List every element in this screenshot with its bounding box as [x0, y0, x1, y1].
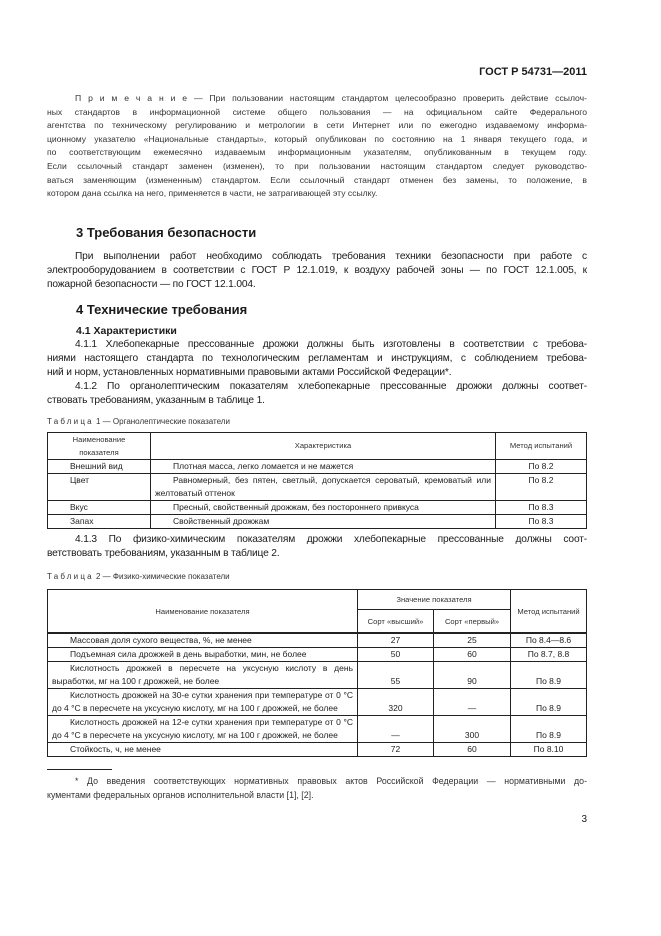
- column-header: Наименование показателя: [48, 432, 151, 459]
- text-line: При выполнении работ необходимо соблюдать требования техники безопасности при работе с: [75, 250, 587, 262]
- cell: Вкус: [48, 500, 151, 514]
- cell: Плотная масса, легко ломается и не мажется: [151, 459, 496, 473]
- cell: Цвет: [48, 473, 151, 500]
- cell: Массовая доля сухого вещества, %, не менее: [48, 633, 358, 648]
- column-header-group: Значение показателя: [358, 589, 511, 609]
- cell: 25: [434, 633, 511, 648]
- table-row: [48, 662, 587, 689]
- text-line: ветствовать требованиям, указанным в таблице 2.: [47, 547, 280, 559]
- caption-label: Таблица: [47, 571, 94, 581]
- cell: Подъемная сила дрожжей в день выработки, мин, не более: [48, 648, 358, 662]
- footnote: [47, 775, 587, 802]
- section-3-paragraph: [47, 250, 587, 292]
- subsection-4-1-heading: 4.1 Характеристики: [76, 324, 177, 337]
- table-row: [48, 633, 587, 648]
- paragraph-4-1-2: [47, 380, 587, 408]
- table-2-caption: [47, 571, 587, 583]
- cell: Внешний вид: [48, 459, 151, 473]
- cell: Стойкость, ч, не менее: [48, 743, 358, 757]
- column-header: Метод испытаний: [496, 432, 587, 459]
- text-line: 4.1.2 По органолептическим показателям хлебопекарные прессованные дрожжи должны соответ-: [75, 380, 587, 392]
- cell: —: [358, 716, 434, 743]
- cell: По 8.2: [496, 459, 587, 473]
- cell: По 8.9: [511, 662, 587, 689]
- text-line: ниями настоящего стандарта по технологическим регламентам и инструкциям, с соблюдением требова-: [47, 352, 587, 364]
- cell: Кислотность дрожжей на 12-е сутки хранения при температуре от 0 °С до 4 °С в пересчете на уксусную кислоту, мг на 100 г дрожжей, не более: [48, 716, 358, 743]
- cell: По 8.9: [511, 689, 587, 716]
- text-line: ных стандартов в информационной системе общего пользования — на официальном сайте Федерального: [47, 106, 587, 117]
- cell: Кислотность дрожжей в пересчете на уксусную кислоту в день выработки, мг на 100 г дрожжей, не более: [48, 662, 358, 689]
- footnote-separator: [47, 769, 112, 770]
- column-header: Сорт «первый»: [434, 609, 511, 633]
- table-row: [48, 743, 587, 757]
- text-line: кументами федеральных органов исполнительной власти [1], [2].: [47, 789, 314, 800]
- table-row: [48, 500, 587, 514]
- cell: 72: [358, 743, 434, 757]
- text-line: П р и м е ч а н и е — При пользовании настоящим стандартом целесообразно проверить действие ссылоч-: [75, 93, 587, 103]
- text-line: ствовать требованиям, указанным в таблице 1.: [47, 394, 265, 406]
- table-row: [48, 514, 587, 528]
- section-4-heading: 4 Технические требования: [76, 301, 248, 317]
- cell: 300: [434, 716, 511, 743]
- paragraph-4-1-3: [47, 533, 587, 561]
- text-line: агентства по техническому регулированию и метрологии в сети Интернет или по ежегодно издаваемому информа-: [47, 120, 587, 131]
- column-header: Наименование показателя: [48, 589, 358, 633]
- text-line: котором дана ссылка на него, применяется в части, не затрагивающей эту ссылку.: [47, 188, 378, 199]
- cell: По 8.2: [496, 473, 587, 500]
- cell: 50: [358, 648, 434, 662]
- text-line: ний и норм, установленных нормативными правовыми актами Российской Федерации*.: [47, 366, 452, 378]
- text-line: 4.1.1 Хлебопекарные прессованные дрожжи должны быть изготовлены в соответствии с требова-: [75, 338, 587, 350]
- text-line: пожарной безопасности — по ГОСТ 12.1.004.: [47, 278, 256, 290]
- cell: 90: [434, 662, 511, 689]
- text-line: * До введения соответствующих нормативных правовых актов Российской Федерации — нормативными до-: [75, 776, 587, 787]
- table-1-caption: [47, 416, 587, 428]
- cell: По 8.7, 8.8: [511, 648, 587, 662]
- cell: Свойственный дрожжам: [151, 514, 496, 528]
- cell: 60: [434, 648, 511, 662]
- page-content: [47, 92, 587, 826]
- cell: По 8.3: [496, 500, 587, 514]
- cell: 55: [358, 662, 434, 689]
- text-line: по соответствующим ежемесячно издаваемым информационным указателям, опубликованным в текущем году.: [47, 147, 587, 158]
- caption-text: 2 — Физико-химические показатели: [93, 571, 230, 581]
- table-2-physicochemical: [47, 589, 587, 758]
- section-3-heading: 3 Требования безопасности: [76, 224, 257, 240]
- text-line: Если ссылочный стандарт заменен (изменен), то при пользовании настоящим стандартом следует руководство-: [47, 160, 587, 171]
- cell: Равномерный, без пятен, светлый, допускается сероватый, кремоватый или желтоватый оттенок: [151, 473, 496, 500]
- table-2-body: [48, 633, 587, 757]
- note-paragraph: [47, 92, 587, 201]
- table-row: [48, 716, 587, 743]
- table-1-organoleptic: [47, 432, 587, 529]
- cell: 60: [434, 743, 511, 757]
- caption-label: Таблица: [47, 416, 94, 426]
- cell: По 8.4—8.6: [511, 633, 587, 648]
- table-row: [48, 648, 587, 662]
- cell: По 8.9: [511, 716, 587, 743]
- cell: —: [434, 689, 511, 716]
- text-line: электрооборудованием в соответствии с ГОСТ Р 12.1.019, к воздуху рабочей зоны — по ГОСТ 12.1.005, к: [47, 264, 587, 276]
- table-row: [48, 459, 587, 473]
- page-number: 3: [581, 814, 587, 826]
- column-header: Метод испытаний: [511, 589, 587, 633]
- text-line: 4.1.3 По физико-химическим показателям дрожжи хлебопекарные прессованные должны соот-: [75, 533, 587, 545]
- table-row: [48, 689, 587, 716]
- text-line: ционному указателю «Национальные стандарты», который опубликован по состоянию на 1 января текущего года, и: [47, 133, 587, 144]
- caption-text: 1 — Органолептические показатели: [93, 416, 230, 426]
- paragraph-4-1-1: [47, 338, 587, 380]
- cell: 320: [358, 689, 434, 716]
- cell: Кислотность дрожжей на 30-е сутки хранения при температуре от 0 °С до 4 °С в пересчете на уксусную кислоту, мг на 100 г дрожжей, не более: [48, 689, 358, 716]
- column-header: Характеристика: [151, 432, 496, 459]
- cell: Пресный, свойственный дрожжам, без постороннего привкуса: [151, 500, 496, 514]
- cell: Запах: [48, 514, 151, 528]
- column-header: Сорт «высший»: [358, 609, 434, 633]
- text-line: ваться заменяющим (измененным) стандартом. Если ссылочный стандарт отменен без замены, то положение, в: [47, 174, 587, 185]
- cell: По 8.10: [511, 743, 587, 757]
- cell: По 8.3: [496, 514, 587, 528]
- cell: 27: [358, 633, 434, 648]
- document-id-header: ГОСТ Р 54731—2011: [479, 66, 587, 78]
- table-row: [48, 473, 587, 500]
